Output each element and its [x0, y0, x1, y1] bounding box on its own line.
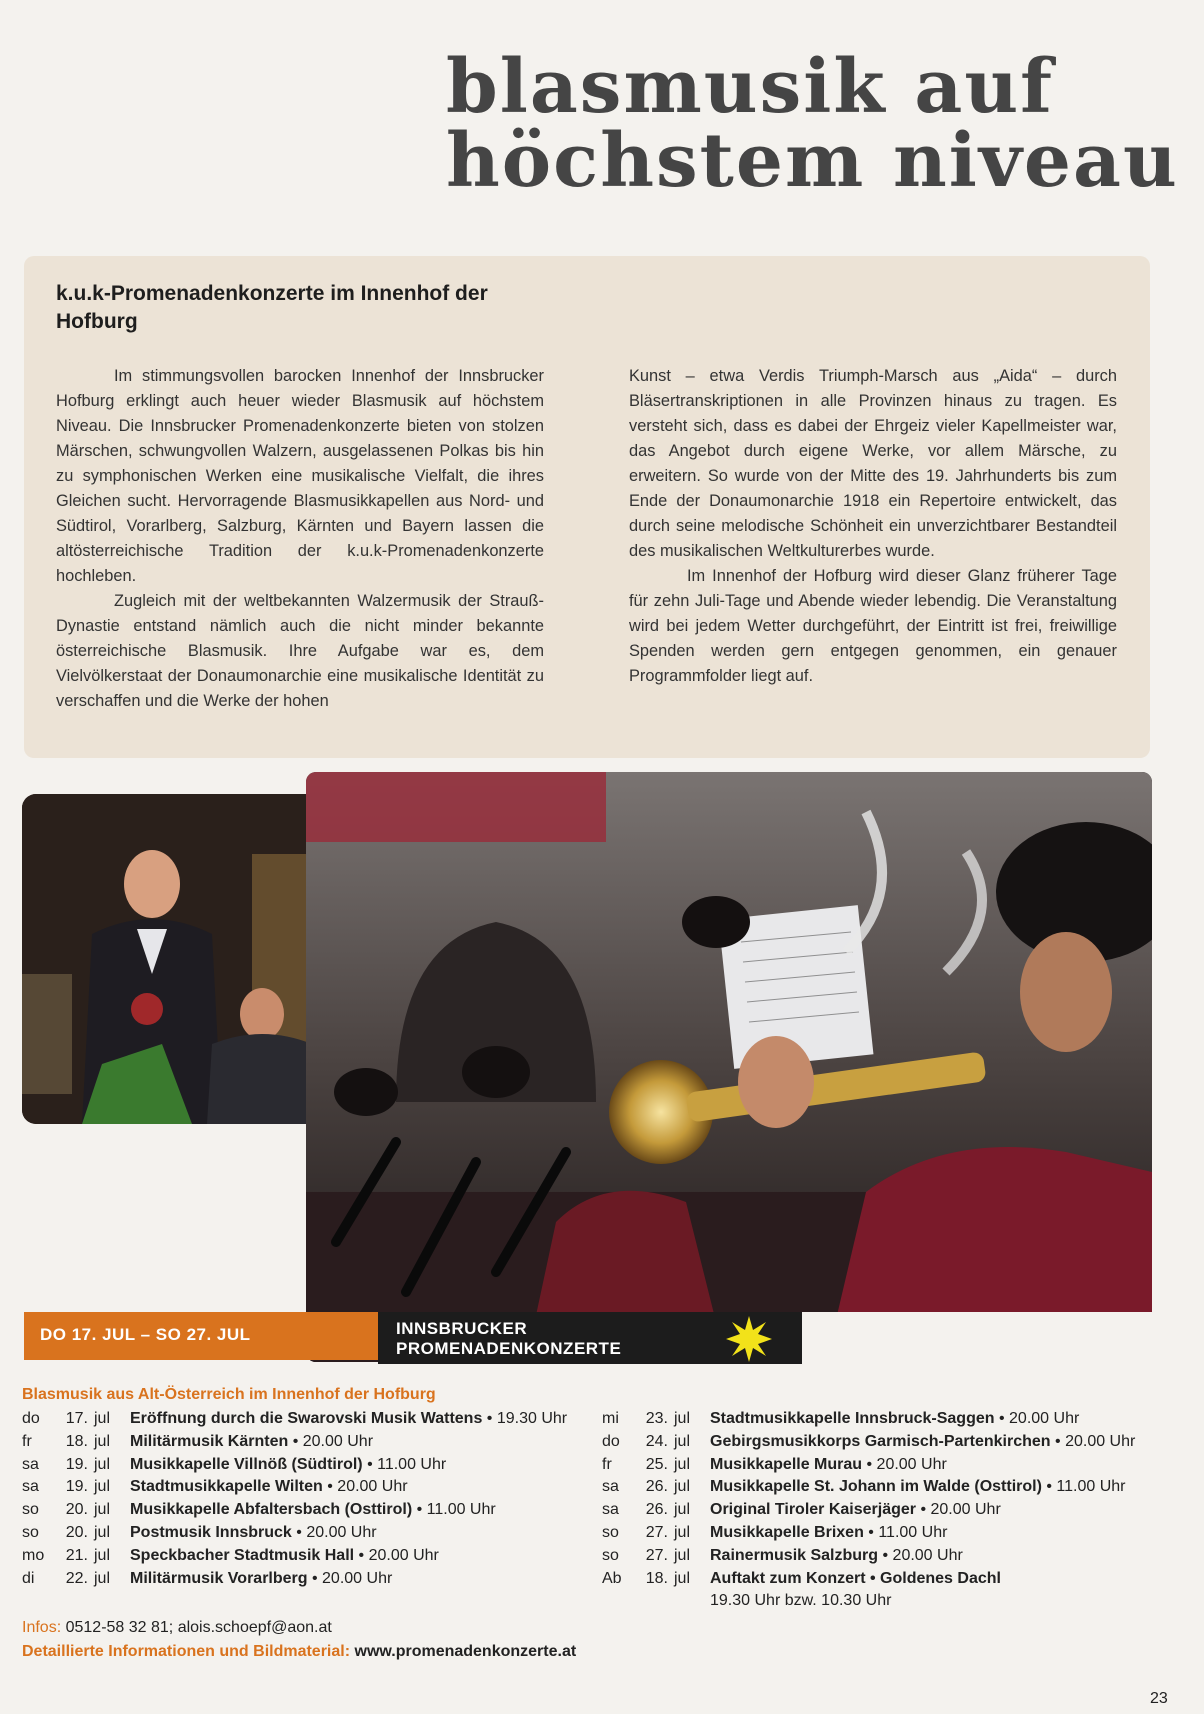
- schedule-date: 26.: [645, 1478, 668, 1496]
- article-paragraph: Im Innenhof der Hofburg wird dieser Glanz früherer Tage für zehn Juli-Tage und Abende wieder lebendig. Die Veranstaltung wird bei jedem Wetter durchgeführt, der Eintritt ist frei, freiwillige Spenden werden gern entgegen genommen, ein genauer Programmfolder liegt auf.: [629, 567, 1117, 685]
- schedule-month: jul: [674, 1432, 691, 1450]
- date-banner: [24, 1312, 378, 1360]
- schedule-day: mi: [602, 1410, 619, 1427]
- title-line-1: blasmusik auf: [446, 44, 1054, 130]
- schedule-band: Speckbacher Stadtmusik Hall: [130, 1546, 355, 1564]
- photo-brass-band: [306, 772, 1152, 1362]
- schedule-date: 20.: [65, 1501, 88, 1519]
- schedule-time: • 20.00 Uhr: [307, 1569, 393, 1587]
- schedule-month: jul: [94, 1546, 111, 1564]
- schedule-month: jul: [674, 1455, 691, 1473]
- schedule-day: so: [22, 1523, 39, 1541]
- schedule-day: Ab: [602, 1569, 622, 1587]
- schedule-month: jul: [674, 1569, 691, 1587]
- schedule-time: • 20.00 Uhr: [878, 1546, 963, 1564]
- schedule-time: • 11.00 Uhr: [863, 1523, 948, 1541]
- schedule-day: so: [22, 1501, 39, 1519]
- website-link[interactable]: www.promenadenkonzerte.at: [354, 1643, 577, 1660]
- article-column-2: [629, 364, 1117, 689]
- photo-singer: [22, 794, 322, 1124]
- article-paragraph: Zugleich mit der weltbekannten Walzermusik der Strauß-Dynastie entstand nämlich auch die nicht minder bekannte österreichische Blasmusik. Ihre Aufgabe war es, dem Vielvölkerstaat der Donaumonarchie eine musikalische Identität zu verschaffen und die Werke der hohen: [56, 592, 544, 710]
- page-title: [446, 44, 1179, 204]
- schedule-day: sa: [22, 1455, 39, 1473]
- title-line-2: höchstem niveau: [446, 118, 1179, 204]
- schedule-event: [130, 1454, 446, 1477]
- schedule-event: [710, 1408, 1079, 1431]
- schedule-band: Musikkapelle St. Johann im Walde (Osttirol): [710, 1478, 1042, 1496]
- schedule-event: [710, 1431, 1135, 1454]
- schedule-band: Stadtmusikkapelle Innsbruck-Saggen: [710, 1410, 995, 1427]
- schedule-event: [130, 1408, 567, 1431]
- schedule-event: [130, 1522, 377, 1545]
- schedule-month: jul: [94, 1478, 111, 1496]
- schedule-date: 23.: [645, 1410, 668, 1427]
- schedule-band: Rainermusik Salzburg: [710, 1546, 879, 1564]
- schedule-event: [710, 1568, 1001, 1591]
- schedule-band: Eröffnung durch die Swarovski Musik Wattens: [130, 1410, 483, 1427]
- page-number: 23: [1150, 1690, 1168, 1707]
- schedule-month: jul: [94, 1432, 111, 1450]
- event-title-line-2: PROMENADENKONZERTE: [396, 1339, 622, 1358]
- schedule-month: jul: [94, 1455, 111, 1473]
- schedule-band: Stadtmusikkapelle Wilten: [130, 1478, 323, 1496]
- schedule-event: [130, 1499, 496, 1522]
- schedule-band: Militärmusik Kärnten: [130, 1432, 289, 1450]
- schedule-date: 24.: [645, 1432, 668, 1450]
- info-block: [22, 1616, 576, 1664]
- schedule-event: [130, 1545, 439, 1568]
- schedule-day: sa: [602, 1478, 619, 1496]
- schedule-time: • 20.00 Uhr: [1050, 1432, 1136, 1450]
- schedule-event: [130, 1568, 392, 1591]
- schedule-month: jul: [94, 1501, 111, 1519]
- banner-spacer: [802, 1312, 1152, 1362]
- schedule-date: 18.: [645, 1569, 668, 1587]
- schedule-month: jul: [674, 1523, 691, 1541]
- schedule-month: jul: [674, 1501, 691, 1519]
- schedule-time: • 20.00 Uhr: [354, 1546, 439, 1564]
- schedule-band: Militärmusik Vorarlberg: [130, 1569, 308, 1587]
- infos-contact: 0512-58 32 81; alois.schoepf@aon.at: [65, 1619, 332, 1636]
- date-range: DO 17. JUL – SO 27. JUL: [40, 1325, 251, 1344]
- schedule-month: jul: [94, 1569, 111, 1587]
- article-paragraph: Kunst – etwa Verdis Triumph-Marsch aus „Aida“ – durch Bläsertranskriptionen in alle Provinzen hinaus zu tragen. Es versteht sich, dass es dabei der Ehrgeiz vieler Kapellmeister war, das Angebot durch eigene Werke, vor allem Märsche, zu erweitern. So wurde von der Mitte des 19. Jahrhunderts bis zum Ende der Donaumonarchie 1918 ein Repertoire entwickelt, das durch seine melodische Schönheit ein unverzichtbarer Bestandteil des musikalischen Weltkulturerbes wurde.: [629, 367, 1117, 560]
- schedule-time: • 20.00 Uhr: [322, 1478, 408, 1496]
- schedule-event: [710, 1476, 1125, 1499]
- schedule-month: jul: [674, 1410, 691, 1427]
- schedule-time: • 20.00 Uhr: [862, 1455, 947, 1473]
- schedule-month: jul: [674, 1478, 691, 1496]
- schedule-date: 26.: [645, 1501, 668, 1519]
- event-title-line-1: INNSBRUCKER: [396, 1319, 528, 1338]
- schedule-band: Postmusik Innsbruck: [130, 1523, 292, 1541]
- schedule-date: 18.: [65, 1432, 88, 1450]
- schedule-day: do: [602, 1432, 620, 1450]
- schedule-subheading: Blasmusik aus Alt-Österreich im Innenhof der Hofburg: [22, 1386, 436, 1403]
- schedule-event: [710, 1499, 1001, 1522]
- schedule-event: [130, 1431, 373, 1454]
- details-label: Detaillierte Informationen und Bildmaterial:: [22, 1643, 351, 1660]
- schedule-date: 25.: [645, 1455, 668, 1473]
- schedule-time: • 20.00 Uhr: [288, 1432, 374, 1450]
- schedule-date: 27.: [645, 1523, 668, 1541]
- schedule-time: 19.30 Uhr bzw. 10.30 Uhr: [710, 1592, 892, 1610]
- schedule-day: fr: [22, 1432, 32, 1450]
- article-heading: k.u.k-Promenadenkonzerte im Innenhof der Hofburg: [56, 282, 488, 333]
- schedule-day: mo: [22, 1546, 45, 1564]
- schedule-band: Gebirgsmusikkorps Garmisch-Partenkirchen: [710, 1432, 1051, 1450]
- schedule-time: • 11.00 Uhr: [1041, 1478, 1126, 1496]
- schedule-time: • 20.00 Uhr: [994, 1410, 1080, 1427]
- schedule-time: • 20.00 Uhr: [916, 1501, 1001, 1519]
- schedule-band: Musikkapelle Murau: [710, 1455, 863, 1473]
- schedule-day: so: [602, 1546, 619, 1564]
- schedule-date: 17.: [65, 1410, 88, 1427]
- schedule-date: 21.: [65, 1546, 88, 1564]
- schedule-event: [710, 1522, 947, 1545]
- article-box: [24, 256, 1150, 758]
- schedule-band: Original Tiroler Kaiserjäger: [710, 1501, 917, 1519]
- schedule-day: di: [22, 1569, 35, 1587]
- schedule-band: Musikkapelle Villnöß (Südtirol): [130, 1455, 363, 1473]
- schedule-month: jul: [94, 1523, 111, 1541]
- schedule-time: • 20.00 Uhr: [291, 1523, 377, 1541]
- schedule-time: • 11.00 Uhr: [362, 1455, 447, 1473]
- schedule-month: jul: [674, 1546, 691, 1564]
- schedule-day: fr: [602, 1455, 612, 1473]
- schedule-day: sa: [602, 1501, 619, 1519]
- schedule-day: do: [22, 1410, 40, 1427]
- schedule-date: 19.: [65, 1478, 88, 1496]
- schedule-date: 27.: [645, 1546, 668, 1564]
- schedule-month: jul: [94, 1410, 111, 1427]
- schedule-event: [710, 1545, 963, 1568]
- schedule-day: sa: [22, 1478, 39, 1496]
- schedule-date: 22.: [65, 1569, 88, 1587]
- schedule-band: Musikkapelle Abfaltersbach (Osttirol): [130, 1501, 413, 1519]
- schedule-date: 20.: [65, 1523, 88, 1541]
- article-paragraph: Im stimmungsvollen barocken Innenhof der Innsbrucker Hofburg erklingt auch heuer wieder Blasmusik auf höchstem Niveau. Die Innsbrucker Promenadenkonzerte bieten von stolzen Märschen, schwungvollen Walzern, ausgelassenen Polkas bis hin zu symphonischen Werken eine musikalische Vielfalt, die ihres Gleichen sucht. Hervorragende Blasmusikkapellen aus Nord- und Südtirol, Vorarlberg, Salzburg, Kärnten und Bayern lassen die altösterreichische Tradition der k.u.k-Promenadenkonzerte hochleben.: [56, 367, 544, 585]
- infos-label: Infos:: [22, 1619, 62, 1636]
- schedule-date: 19.: [65, 1455, 88, 1473]
- schedule-time: • 11.00 Uhr: [412, 1501, 496, 1519]
- schedule-event: [710, 1454, 947, 1477]
- schedule-time: • 19.30 Uhr: [482, 1410, 568, 1427]
- schedule-band: Auftakt zum Konzert • Goldenes Dachl: [710, 1569, 1001, 1587]
- sun-icon: [726, 1316, 772, 1362]
- schedule-day: so: [602, 1523, 619, 1541]
- schedule-band: Musikkapelle Brixen: [710, 1523, 864, 1541]
- schedule-event: [130, 1476, 408, 1499]
- article-column-1: [56, 364, 544, 714]
